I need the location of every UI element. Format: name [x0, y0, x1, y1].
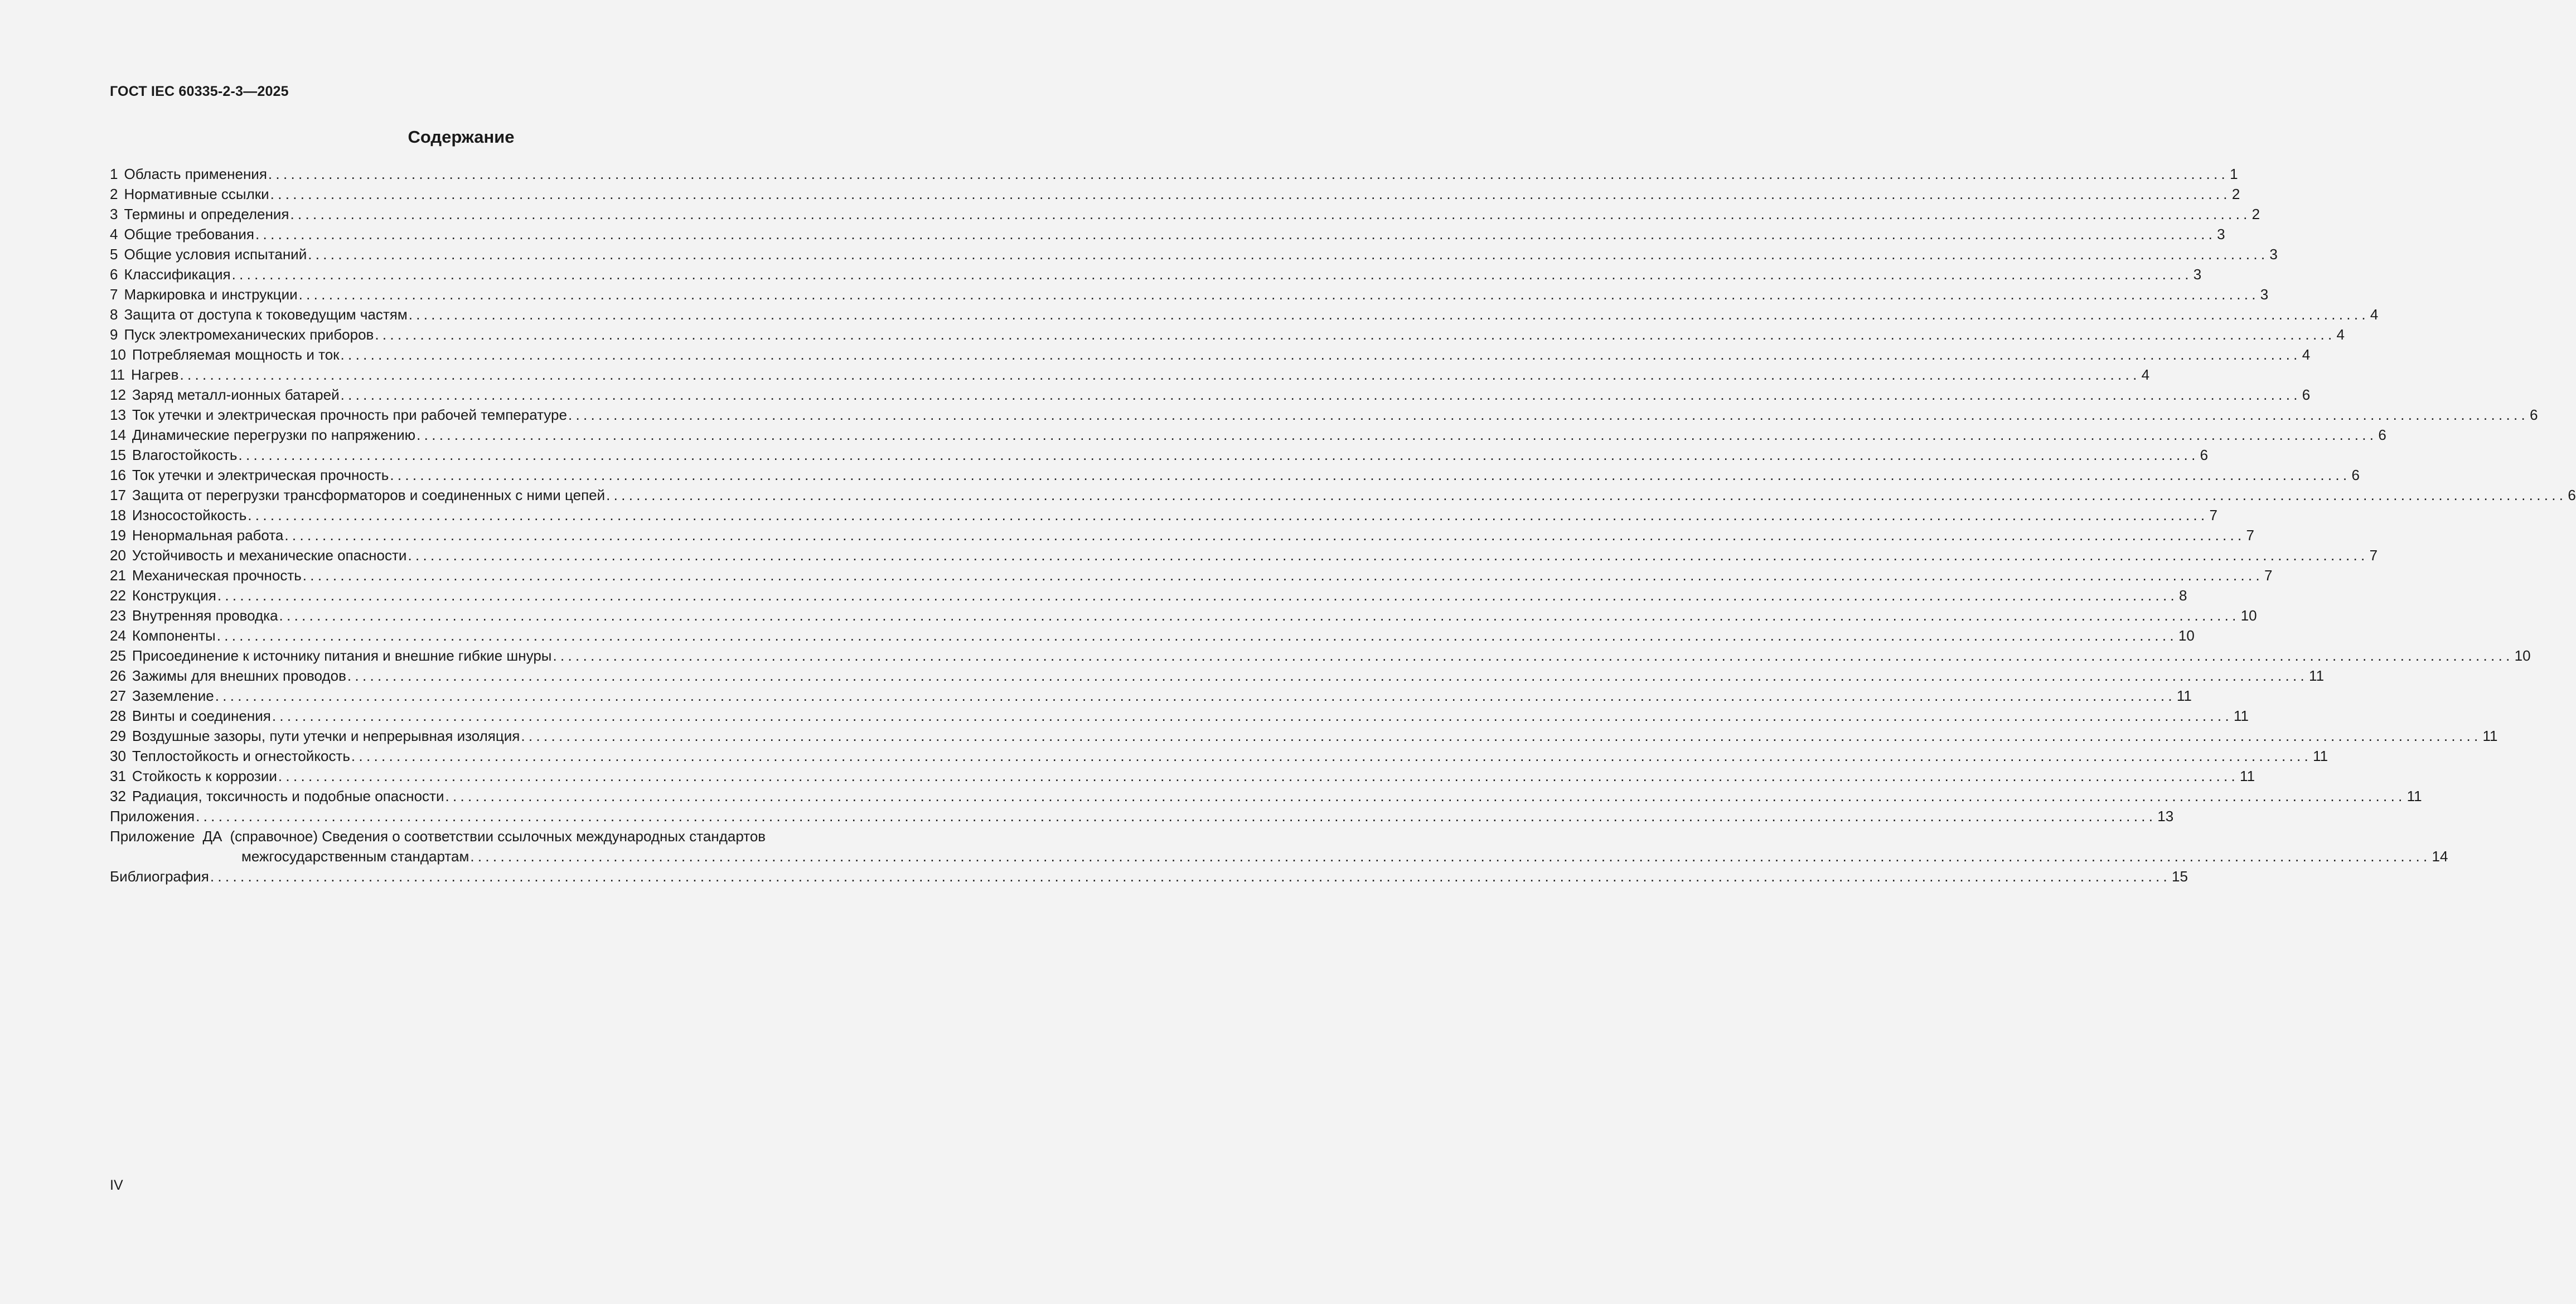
toc-entry-label: [110, 686, 214, 706]
toc-entry-label: [110, 485, 605, 505]
toc-entry-page: 10: [2240, 607, 2257, 624]
toc-entry-page: 11: [2309, 667, 2325, 684]
toc-entry-title: Нормативные ссылки: [124, 186, 269, 202]
toc-entry-page: 3: [2217, 226, 2225, 243]
toc-entry-page: 4: [2302, 346, 2311, 363]
toc-entry-page: 8: [2179, 587, 2187, 604]
toc-title: Содержание: [408, 127, 515, 147]
toc-entry-21[interactable]: [110, 565, 2273, 585]
toc-entry-12[interactable]: [110, 385, 2311, 405]
toc-entry-number: 8: [110, 306, 118, 323]
toc-entry-4[interactable]: [110, 224, 2225, 244]
toc-entry-11[interactable]: [110, 365, 2150, 385]
toc-entry-number: 13: [110, 406, 126, 423]
toc-entry-page: 13: [2157, 808, 2174, 825]
toc-leader-dots: ....................................................................................................................................................................................................................................................................: [351, 748, 2312, 764]
toc-entry-15[interactable]: [110, 445, 2209, 465]
toc-entry-page: 2: [2231, 186, 2240, 202]
toc-entry-label: [110, 324, 374, 345]
toc-entry-page: 3: [2269, 246, 2278, 263]
toc-entry-annex-da[interactable]: [110, 826, 2448, 866]
toc-entry-number: 17: [110, 487, 126, 503]
toc-entry-page: 4: [2370, 306, 2379, 323]
toc-leader-dots: ....................................................................................................................................................................................................................................................................: [217, 587, 2178, 604]
toc-entry-title: Заряд металл-ионных батарей: [132, 386, 340, 403]
toc-entry-10[interactable]: [110, 345, 2311, 365]
toc-entry-number: 22: [110, 587, 126, 604]
toc-entry-number: 4: [110, 226, 118, 243]
toc-entry-label: [110, 585, 216, 605]
toc-entry-title: Динамические перегрузки по напряжению: [132, 426, 416, 443]
toc-entry-title: Ток утечки и электрическая прочность: [132, 467, 389, 483]
toc-entry-number: 31: [110, 768, 126, 784]
toc-entry-number: 29: [110, 728, 126, 744]
toc-leader-dots: ....................................................................................................................................................................................................................................................................: [196, 808, 2157, 825]
toc-entry-title: Пуск электромеханических приборов: [124, 326, 374, 343]
toc-entry-title: Маркировка и инструкции: [124, 286, 298, 303]
toc-entry-label: [110, 766, 277, 786]
toc-entry-title: Воздушные зазоры, пути утечки и непрерывная изоляция: [132, 728, 520, 744]
toc-items: [110, 164, 2576, 806]
annex-prefix: Приложение: [110, 828, 195, 845]
toc-entry-page: 10: [2178, 627, 2195, 644]
toc-entry-number: 18: [110, 507, 126, 523]
toc-entry-label: [110, 184, 269, 204]
toc-leader-dots: ....................................................................................................................................................................................................................................................................: [278, 768, 2239, 784]
toc-entry-page: 7: [2209, 507, 2217, 523]
toc-leader-dots: ....................................................................................................................................................................................................................................................................: [298, 286, 2259, 303]
toc-leader-dots: ....................................................................................................................................................................................................................................................................: [375, 326, 2336, 343]
toc-entry-number: 30: [110, 748, 126, 764]
toc-entry-27[interactable]: [110, 686, 2192, 706]
toc-entry-number: 19: [110, 527, 126, 544]
toc-leader-dots: ....................................................................................................................................................................................................................................................................: [568, 406, 2529, 423]
toc-entry-number: 5: [110, 246, 118, 263]
toc-entry-number: 16: [110, 467, 126, 483]
toc-entry-number: 27: [110, 687, 126, 704]
page-number: IV: [110, 1177, 123, 1193]
toc-leader-dots: ....................................................................................................................................................................................................................................................................: [408, 547, 2369, 564]
toc-entry-page: 11: [2482, 728, 2498, 744]
toc-leader-dots: ....................................................................................................................................................................................................................................................................: [347, 667, 2308, 684]
toc-leader-dots: ....................................................................................................................................................................................................................................................................: [340, 346, 2301, 363]
toc-leader-dots: ....................................................................................................................................................................................................................................................................: [231, 266, 2192, 283]
toc-entry-2[interactable]: [110, 184, 2240, 204]
toc-entry-title: Механическая прочность: [132, 567, 302, 584]
toc-entry-title: Теплостойкость и огнестойкость: [132, 748, 350, 764]
toc-entry-title: Область применения: [124, 166, 267, 182]
toc-entry-32[interactable]: [110, 786, 2422, 806]
toc-entry-page: 6: [2530, 406, 2538, 423]
toc-entry-title: Компоненты: [132, 627, 216, 644]
toc-entry-title: Ненормальная работа: [132, 527, 284, 544]
toc-entry-label: [110, 746, 350, 766]
toc-entry-page: 11: [2406, 788, 2422, 804]
toc-entry-28[interactable]: [110, 706, 2249, 726]
toc-leader-dots: ....................................................................................................................................................................................................................................................................: [279, 607, 2240, 624]
toc-entry-number: 21: [110, 567, 126, 584]
toc-entry-23[interactable]: [110, 605, 2257, 626]
toc-entry-title: Нагрев: [131, 366, 179, 383]
toc-entry-number: 15: [110, 447, 126, 463]
toc-leader-dots: ....................................................................................................................................................................................................................................................................: [272, 707, 2233, 724]
document-code: ГОСТ IEC 60335-2-3—2025: [110, 84, 289, 99]
toc-leader-dots: ....................................................................................................................................................................................................................................................................: [238, 447, 2199, 463]
toc-entry-page: 6: [2351, 467, 2360, 483]
toc-leader-dots: ....................................................................................................................................................................................................................................................................: [470, 848, 2431, 865]
toc-entry-page: 7: [2369, 547, 2378, 564]
toc-entry-page: 7: [2264, 567, 2273, 584]
toc-leader-dots: ....................................................................................................................................................................................................................................................................: [302, 567, 2263, 584]
toc-entry-title: Общие требования: [124, 226, 255, 243]
toc-entry-label: [110, 565, 302, 585]
toc-entry-24[interactable]: [110, 626, 2195, 646]
toc-entry-label: [110, 605, 278, 626]
toc-entry-number: 11: [110, 366, 125, 383]
toc-entry-title: Влагостойкость: [132, 447, 238, 463]
toc-leader-dots: ....................................................................................................................................................................................................................................................................: [268, 166, 2229, 182]
toc-entry-title: Конструкция: [132, 587, 216, 604]
toc-entry-number: 9: [110, 326, 118, 343]
toc-entry-3[interactable]: [110, 204, 2260, 224]
toc-leader-dots: ....................................................................................................................................................................................................................................................................: [290, 206, 2251, 222]
toc-entry-19[interactable]: [110, 525, 2255, 545]
toc-entry-number: 32: [110, 788, 126, 804]
toc-entry-number: 12: [110, 386, 126, 403]
toc-leader-dots: ....................................................................................................................................................................................................................................................................: [308, 246, 2269, 263]
toc-entry-title: Износостойкость: [132, 507, 247, 523]
toc-entry-title: Классификация: [124, 266, 231, 283]
toc-entry-label: [110, 365, 178, 385]
toc-leader-dots: ....................................................................................................................................................................................................................................................................: [248, 507, 2209, 523]
toc-entry-number: 2: [110, 186, 118, 202]
toc-entry-number: 28: [110, 707, 126, 724]
toc-entry-annex-da-line2: [110, 846, 2448, 866]
toc-entry-page: 3: [2260, 286, 2269, 303]
toc-entry-page: 7: [2246, 527, 2255, 544]
toc-entry-label: [110, 646, 551, 666]
toc-entry-title: Защита от доступа к токоведущим частям: [124, 306, 408, 323]
toc-entry-label: [110, 545, 406, 565]
toc-entry-bibliography[interactable]: [110, 866, 2188, 886]
toc-entry-page: 14: [2432, 848, 2448, 865]
annex-status: (справочное): [230, 828, 318, 845]
toc-entry-label: [110, 706, 271, 726]
toc-leader-dots: ....................................................................................................................................................................................................................................................................: [270, 186, 2231, 202]
toc-entry-label: [110, 244, 307, 264]
toc-entry-31[interactable]: [110, 766, 2255, 786]
toc-entry-22[interactable]: [110, 585, 2187, 605]
toc-entry-page: 6: [2200, 447, 2209, 463]
toc-entry-title: Стойкость к коррозии: [132, 768, 277, 784]
toc-entry-label: [110, 505, 246, 525]
toc-entry-label: Библиография: [110, 868, 209, 885]
toc-entry-number: 26: [110, 667, 126, 684]
toc-entry-25[interactable]: [110, 646, 2531, 666]
toc-entry-label: [110, 385, 340, 405]
toc-entry-label: [110, 445, 237, 465]
toc-entry-page: 2: [2251, 206, 2260, 222]
toc-entry-number: 25: [110, 647, 126, 664]
toc-entry-page: 11: [2176, 687, 2192, 704]
toc-entry-title: Присоединение к источнику питания и внешние гибкие шнуры: [132, 647, 552, 664]
toc-entry-label: [110, 284, 298, 304]
toc-entry-18[interactable]: [110, 505, 2217, 525]
toc-leader-dots: ....................................................................................................................................................................................................................................................................: [445, 788, 2406, 804]
toc-entry-label: [110, 264, 231, 284]
annex-title-line1: Сведения о соответствии ссылочных международных стандартов: [322, 828, 766, 845]
table-of-contents: [110, 164, 2576, 886]
toc-leader-dots: ....................................................................................................................................................................................................................................................................: [521, 728, 2482, 744]
toc-entry-label: [110, 425, 415, 445]
toc-leader-dots: ....................................................................................................................................................................................................................................................................: [408, 306, 2369, 323]
toc-entry-label: [110, 345, 340, 365]
toc-entry-title: Устойчивость и механические опасности: [132, 547, 407, 564]
toc-entry-page: 1: [2230, 166, 2238, 182]
toc-entry-title: Заземление: [132, 687, 214, 704]
toc-leader-dots: ....................................................................................................................................................................................................................................................................: [417, 426, 2378, 443]
toc-entry-title: Винты и соединения: [132, 707, 271, 724]
toc-entry-number: 10: [110, 346, 126, 363]
toc-entry-label: [110, 726, 520, 746]
toc-entry-20[interactable]: [110, 545, 2378, 565]
toc-entry-page: 4: [2141, 366, 2150, 383]
toc-entry-page: 6: [2302, 386, 2311, 403]
toc-entry-title: Ток утечки и электрическая прочность при рабочей температуре: [132, 406, 567, 423]
toc-entry-number: 24: [110, 627, 126, 644]
toc-entry-title: Внутренняя проводка: [132, 607, 278, 624]
toc-entry-number: 6: [110, 266, 118, 283]
annex-title-line2: межгосударственным стандартам: [241, 848, 469, 865]
toc-leader-dots: ....................................................................................................................................................................................................................................................................: [210, 868, 2171, 885]
toc-entry-9[interactable]: [110, 324, 2345, 345]
toc-entry-label: [110, 525, 283, 545]
toc-leader-dots: ....................................................................................................................................................................................................................................................................: [553, 647, 2514, 664]
toc-entry-label: Приложения: [110, 808, 195, 825]
toc-entry-label: [110, 786, 444, 806]
toc-leader-dots: ....................................................................................................................................................................................................................................................................: [255, 226, 2216, 243]
toc-entry-page: 15: [2172, 868, 2188, 885]
toc-entry-title: Радиация, токсичность и подобные опасности: [132, 788, 444, 804]
toc-entry-title: Потребляемая мощность и ток: [132, 346, 340, 363]
toc-entry-number: 14: [110, 426, 126, 443]
toc-entry-label: [110, 204, 289, 224]
toc-entry-title: Защита от перегрузки трансформаторов и соединенных с ними цепей: [132, 487, 606, 503]
toc-entry-page: 4: [2336, 326, 2345, 343]
toc-entry-8[interactable]: [110, 304, 2379, 324]
toc-entry-page: 6: [2568, 487, 2576, 503]
toc-entry-number: 7: [110, 286, 118, 303]
toc-entry-7[interactable]: [110, 284, 2269, 304]
toc-entry-30[interactable]: [110, 746, 2328, 766]
toc-entry-5[interactable]: [110, 244, 2278, 264]
toc-entry-1[interactable]: [110, 164, 2238, 184]
toc-leader-dots: ....................................................................................................................................................................................................................................................................: [390, 467, 2351, 483]
toc-entry-label: [110, 405, 567, 425]
toc-entry-page: 11: [2233, 707, 2249, 724]
toc-entry-page: 3: [2193, 266, 2202, 283]
toc-leader-dots: ....................................................................................................................................................................................................................................................................: [215, 687, 2176, 704]
toc-entry-title: Термины и определения: [124, 206, 289, 222]
toc-entry-page: 11: [2313, 748, 2328, 764]
toc-entry-29[interactable]: [110, 726, 2498, 746]
toc-entry-label: [110, 465, 389, 485]
toc-entry-label: [110, 626, 216, 646]
toc-entry-label: [110, 224, 254, 244]
toc-leader-dots: ....................................................................................................................................................................................................................................................................: [284, 527, 2245, 544]
toc-entry-annex-da-line1: [110, 826, 856, 846]
toc-entry-title: Зажимы для внешних проводов: [132, 667, 346, 684]
toc-entry-6[interactable]: [110, 264, 2202, 284]
toc-entry-page: 11: [2240, 768, 2255, 784]
toc-entry-number: 3: [110, 206, 118, 222]
toc-entry-number: 20: [110, 547, 126, 564]
toc-entry-17[interactable]: [110, 485, 2576, 505]
toc-entry-label: [110, 666, 346, 686]
toc-entry-annexes[interactable]: [110, 806, 2174, 826]
toc-leader-dots: ....................................................................................................................................................................................................................................................................: [606, 487, 2567, 503]
toc-leader-dots: ....................................................................................................................................................................................................................................................................: [216, 627, 2177, 644]
toc-entry-16[interactable]: [110, 465, 2360, 485]
toc-entry-26[interactable]: [110, 666, 2325, 686]
toc-entry-label: [110, 164, 267, 184]
toc-entry-14[interactable]: [110, 425, 2386, 445]
toc-entry-title: Общие условия испытаний: [124, 246, 307, 263]
toc-leader-dots: ....................................................................................................................................................................................................................................................................: [340, 386, 2301, 403]
toc-entry-13[interactable]: [110, 405, 2538, 425]
toc-entry-label: [110, 304, 408, 324]
toc-entry-number: 23: [110, 607, 126, 624]
toc-entry-number: 1: [110, 166, 118, 182]
toc-entry-page: 10: [2514, 647, 2531, 664]
annex-code: ДА: [202, 828, 222, 845]
toc-entry-page: 6: [2378, 426, 2386, 443]
toc-leader-dots: ....................................................................................................................................................................................................................................................................: [180, 366, 2141, 383]
